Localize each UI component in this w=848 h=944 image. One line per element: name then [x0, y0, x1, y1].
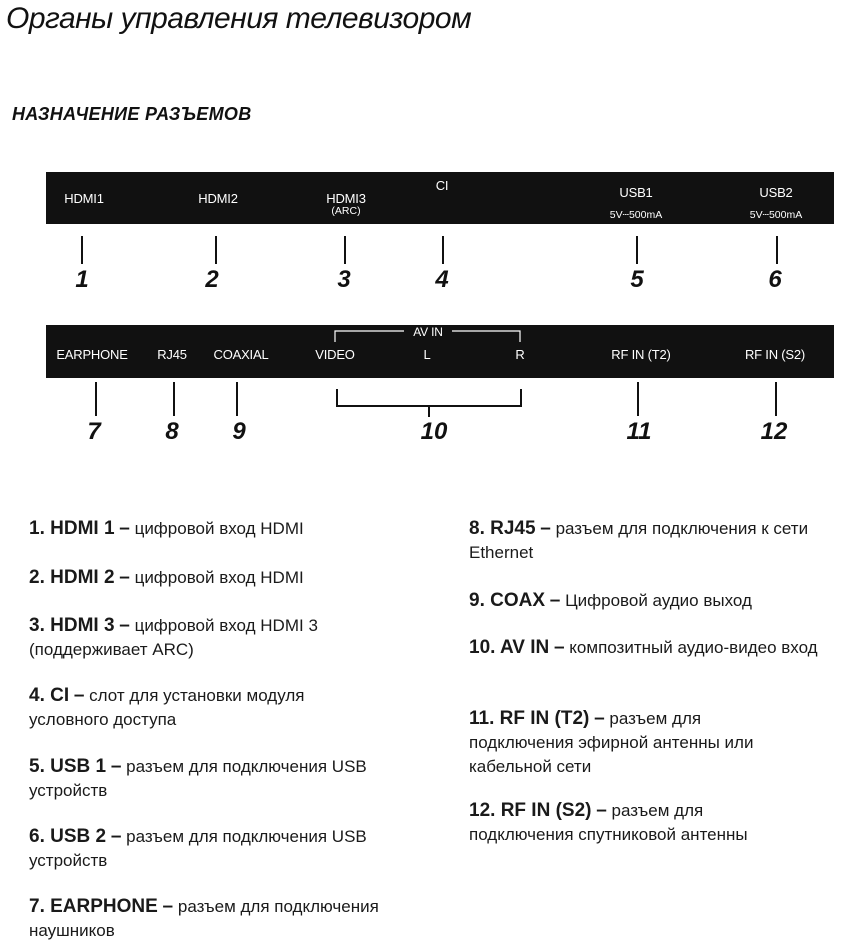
description-item	[469, 799, 809, 847]
description-text: разъем для подключения эфирной антенны или кабельной сети	[469, 709, 754, 776]
description-label: 4. CI	[29, 685, 70, 706]
description-item	[469, 517, 841, 565]
description-text: разъем для подключения наушников	[29, 897, 379, 940]
description-item	[29, 566, 419, 590]
av-video-label: VIDEO	[315, 347, 355, 362]
rj45-port-label: RJ45	[157, 347, 187, 362]
ci-slot-label: CI	[435, 178, 449, 193]
hdmi2-port-label: HDMI2	[198, 191, 238, 206]
callout-number: 8	[165, 418, 179, 445]
hdmi1-port-label: HDMI1	[64, 191, 104, 206]
callout-number: 10	[420, 418, 448, 445]
callout-number: 2	[205, 266, 219, 293]
description-label: 7. EARPHONE	[29, 896, 158, 917]
av-right-audio-label: R	[515, 347, 525, 362]
callout-number: 1	[75, 266, 89, 293]
page-title: Органы управления телевизором	[6, 2, 472, 35]
description-item	[469, 589, 841, 613]
hdmi3-arc-label: (ARC)	[331, 205, 361, 217]
dash: –	[110, 826, 122, 847]
callout-number: 6	[768, 266, 782, 293]
description-text: слот для установки модуля условного доступа	[29, 686, 305, 729]
usb1-power-label: 5V┄500mA	[609, 209, 663, 221]
description-label: 1. HDMI 1	[29, 518, 115, 539]
callout-line-12	[775, 382, 777, 416]
dash: –	[549, 590, 561, 611]
description-label: 6. USB 2	[29, 826, 107, 847]
callout-number: 5	[630, 266, 644, 293]
usb2-port-label: USB2	[759, 185, 793, 200]
description-label: 5. USB 1	[29, 756, 107, 777]
callout-number: 12	[760, 418, 788, 445]
hdmi3-port-label: HDMI3	[326, 191, 366, 206]
usb2-power-label: 5V┄500mA	[749, 209, 803, 221]
description-text: Цифровой аудио выход	[565, 591, 752, 610]
dash: –	[162, 896, 174, 917]
description-label: 11. RF IN (T2)	[469, 708, 590, 729]
description-item	[29, 614, 369, 662]
earphone-port-label: EARPHONE	[56, 347, 128, 362]
description-label: 2. HDMI 2	[29, 567, 115, 588]
dash: –	[596, 800, 607, 821]
dash: –	[553, 637, 565, 658]
dash: –	[594, 708, 605, 729]
section-heading: НАЗНАЧЕНИЕ РАЗЪЕМОВ	[12, 104, 252, 124]
callout-line-11	[637, 382, 639, 416]
av-left-audio-label: L	[423, 347, 431, 362]
av-in-label: AV IN	[413, 325, 443, 339]
description-label: 12. RF IN (S2)	[469, 800, 592, 821]
description-item	[469, 707, 799, 779]
description-label: 10. AV IN	[469, 637, 550, 658]
description-text: цифровой вход HDMI	[134, 568, 304, 587]
callout-number: 7	[87, 418, 101, 445]
dash: –	[73, 685, 85, 706]
usb1-port-label: USB1	[619, 185, 653, 200]
description-item	[29, 895, 429, 943]
coaxial-port-label: COAXIAL	[213, 347, 269, 362]
description-text: разъем для подключения к сети Ethernet	[469, 519, 809, 562]
dash: –	[119, 518, 130, 539]
rf-in-t2-label: RF IN (T2)	[611, 347, 671, 362]
dash: –	[540, 518, 551, 539]
description-item	[29, 517, 419, 541]
description-item	[469, 636, 829, 660]
callout-number: 9	[232, 418, 246, 445]
description-text: разъем для подключения USB устройств	[29, 757, 367, 800]
callout-number: 11	[626, 418, 652, 445]
description-text: разъем для подключения спутниковой антенны	[469, 801, 748, 844]
description-text: разъем для подключения USB устройств	[29, 827, 367, 870]
dash: –	[119, 615, 130, 636]
dash: –	[110, 756, 122, 777]
dash: –	[119, 567, 130, 588]
description-text: композитный аудио-видео вход	[569, 638, 818, 657]
description-label: 8. RJ45	[469, 518, 536, 539]
description-label: 3. HDMI 3	[29, 615, 115, 636]
callout-number: 4	[435, 266, 449, 293]
rf-in-s2-label: RF IN (S2)	[744, 347, 806, 362]
description-text: цифровой вход HDMI 3 (поддерживает ARC)	[29, 616, 318, 659]
callout-number: 3	[337, 266, 351, 293]
description-item	[29, 684, 349, 732]
description-item	[29, 755, 419, 803]
description-item	[29, 825, 419, 873]
description-label: 9. COAX	[469, 590, 546, 611]
description-text: цифровой вход HDMI	[134, 519, 304, 538]
